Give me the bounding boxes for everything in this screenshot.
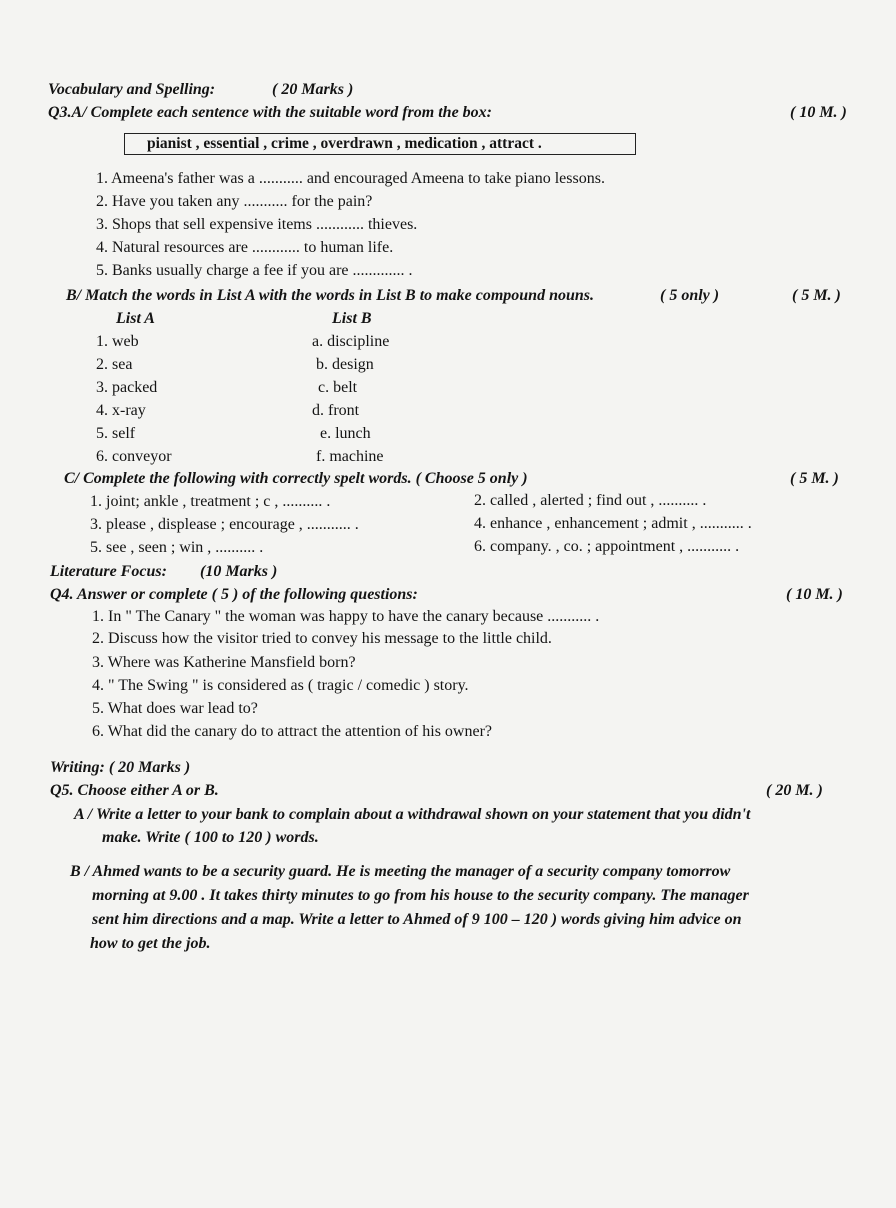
- q4-item: 1. In " The Canary " the woman was happy to have the canary because ........... .: [92, 608, 600, 625]
- q5-option-a-line: A / Write a letter to your bank to complain about a withdrawal shown on your statement that you didn't: [74, 806, 751, 823]
- list-b-title: List B: [332, 310, 372, 327]
- section-heading-writing: Writing: ( 20 Marks ): [50, 759, 191, 776]
- q3b-prompt: B/ Match the words in List A with the words in List B to make compound nouns.: [66, 287, 594, 304]
- list-b-item: d. front: [312, 402, 360, 419]
- list-b-item: e. lunch: [320, 425, 371, 442]
- list-a-item: 4. x-ray: [96, 402, 146, 419]
- q5-option-b-line: B / Ahmed wants to be a security guard. He is meeting the manager of a security company tomorrow: [70, 863, 731, 880]
- q3b-marks: ( 5 M. ): [792, 287, 841, 304]
- q3a-item: 1. Ameena's father was a ........... and encouraged Ameena to take piano lessons.: [96, 170, 605, 187]
- q3c-item: 5. see , seen ; win , .......... .: [90, 539, 264, 556]
- list-b-item: c. belt: [318, 379, 358, 396]
- q5-option-b-line: morning at 9.00 . It takes thirty minutes to go from his house to the security company. The manager: [92, 887, 749, 904]
- list-a-item: 6. conveyor: [96, 448, 172, 465]
- word-box: pianist , essential , crime , overdrawn , medication , attract .: [124, 133, 636, 155]
- q5-option-b-line: how to get the job.: [90, 935, 211, 952]
- list-a-item: 2. sea: [96, 356, 133, 373]
- list-b-item: a. discipline: [312, 333, 390, 350]
- q3a-item: 3. Shops that sell expensive items ............ thieves.: [96, 216, 418, 233]
- section-marks-literature: (10 Marks ): [200, 563, 278, 580]
- q4-item: 4. " The Swing " is considered as ( tragic / comedic ) story.: [92, 677, 469, 694]
- q4-item: 6. What did the canary do to attract the attention of his owner?: [92, 723, 493, 740]
- q3c-item: 6. company. , co. ; appointment , ........... .: [474, 538, 740, 555]
- list-a-item: 3. packed: [96, 379, 158, 396]
- q4-item: 5. What does war lead to?: [92, 700, 258, 717]
- q3c-item: 1. joint; ankle , treatment ; c , .......... .: [90, 493, 331, 510]
- list-a-title: List A: [116, 310, 155, 327]
- q3a-item: 2. Have you taken any ........... for the pain?: [96, 193, 373, 210]
- q5-option-b-line: sent him directions and a map. Write a letter to Ahmed of 9 100 – 120 ) words giving him advice on: [92, 911, 742, 928]
- list-a-item: 5. self: [96, 425, 136, 442]
- q3c-prompt: C/ Complete the following with correctly spelt words. ( Choose 5 only ): [64, 470, 528, 487]
- q3c-marks: ( 5 M. ): [790, 470, 839, 487]
- section-marks-vocabulary: ( 20 Marks ): [272, 81, 354, 98]
- q3a-item: 4. Natural resources are ............ to human life.: [96, 239, 394, 256]
- q5-prompt: Q5. Choose either A or B.: [50, 782, 219, 799]
- q3c-item: 4. enhance , enhancement ; admit , ........... .: [474, 515, 752, 532]
- list-b-item: f. machine: [316, 448, 384, 465]
- list-b-item: b. design: [316, 356, 374, 373]
- q5-marks: ( 20 M. ): [766, 782, 823, 799]
- q3a-prompt: Q3.A/ Complete each sentence with the suitable word from the box:: [48, 104, 492, 121]
- q3c-item: 3. please , displease ; encourage , ........... .: [90, 516, 359, 533]
- q3b-note: ( 5 only ): [660, 287, 720, 304]
- list-a-item: 1. web: [96, 333, 139, 350]
- q4-marks: ( 10 M. ): [786, 586, 843, 603]
- q4-item: 3. Where was Katherine Mansfield born?: [92, 654, 356, 671]
- q3c-item: 2. called , alerted ; find out , .......... .: [474, 492, 707, 509]
- q4-prompt: Q4. Answer or complete ( 5 ) of the following questions:: [50, 586, 418, 603]
- q4-item: 2. Discuss how the visitor tried to convey his message to the little child.: [92, 630, 552, 647]
- section-heading-literature: Literature Focus:: [50, 563, 167, 580]
- section-heading-vocabulary: Vocabulary and Spelling:: [48, 81, 216, 98]
- q3a-item: 5. Banks usually charge a fee if you are ............. .: [96, 262, 413, 279]
- q5-option-a-line: make. Write ( 100 to 120 ) words.: [102, 829, 319, 846]
- q3a-marks: ( 10 M. ): [790, 104, 847, 121]
